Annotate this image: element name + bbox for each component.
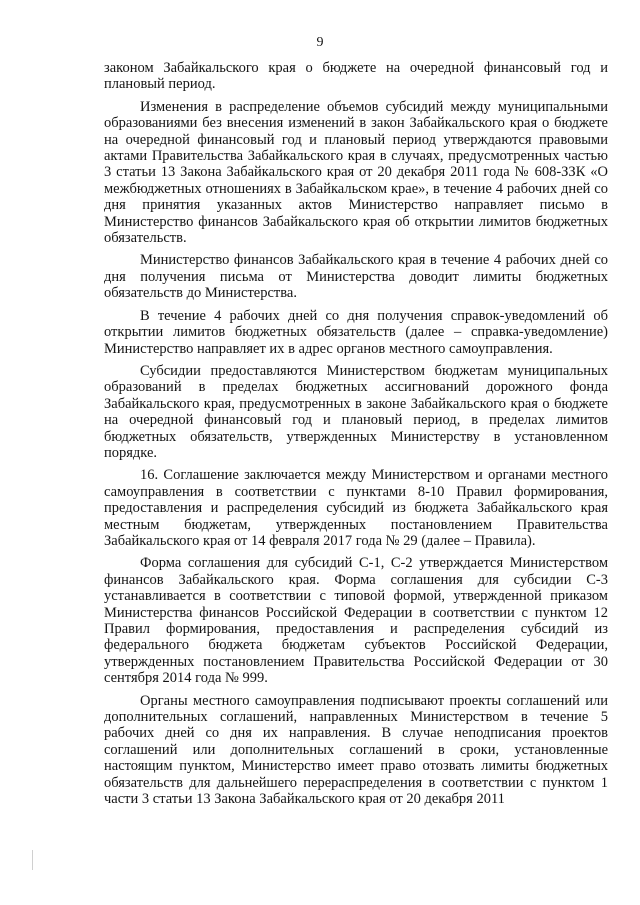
paragraph-notification-certificates: В течение 4 рабочих дней со дня получения справок-уведомлений об открытии лимитов бюджетных обязательств (далее – справка-уведомление) Министерство направляет их в адрес органов местного самоуправления.: [104, 307, 608, 357]
paragraph-finance-ministry-limits: Министерство финансов Забайкальского края в течение 4 рабочих дней со дня получения письма от Министерства доводит лимиты бюджетных обязательств до Министерства.: [104, 252, 608, 302]
paragraph-agreement-form: Форма соглашения для субсидий С-1, С-2 утверждается Министерством финансов Забайкальского края. Форма соглашения для субсидии С-3 устанавливается в соответствии с типовой формой, утвержденной приказом Министерства финансов Российской Федерации в соответствии с пунктом 12 Правил формирования, предоставления и распределения субсидий из федерального бюджета бюджетам субъектов Российской Федерации, утвержденных постановлением Правительства Российской Федерации от 30 сентября 2014 года № 999.: [104, 555, 608, 687]
paragraph-subsidy-distribution-changes: Изменения в распределение объемов субсидий между муниципальными образованиями без внесения изменений в закон Забайкальского края о бюджете на очередной финансовый год и плановый период утверждаются правовыми актами Правительства Забайкальского края в случаях, предусмотренных частью 3 статьи 13 Закона Забайкальского края от 20 декабря 2011 года № 608-ЗЗК «О межбюджетных отношениях в Забайкальском крае», в течение 4 рабочих дней со дня принятия указанных актов Министерство направляет письмо в Министерство финансов Забайкальского края об открытии лимитов бюджетных обязательств.: [104, 98, 608, 247]
scan-margin-mark: [32, 850, 33, 870]
paragraph-budget-law-end: законом Забайкальского края о бюджете на очередной финансовый год и плановый период.: [104, 60, 608, 93]
page-number: 9: [316, 35, 324, 50]
paragraph-local-government-signing: Органы местного самоуправления подписывают проекты соглашений или дополнительных соглашений, направленных Министерством в течение 5 рабочих дней со дня их направления. В случае неподписания проектов соглашений или дополнительных соглашений в сроки, установленные настоящим пунктом, Министерство имеет право отозвать лимиты бюджетных обязательств для дальнейшего перераспределения в соответствии с пунктом 1 части 3 статьи 13 Закона Забайкальского края от 20 декабря 2011: [104, 692, 608, 808]
paragraph-subsidy-provision: Субсидии предоставляются Министерством бюджетам муниципальных образований в пределах бюджетных ассигнований дорожного фонда Забайкальского края, предусмотренных в законе Забайкальского края о бюджете на очередной финансовый год и плановый период, в пределах лимитов бюджетных обязательств, утвержденных Министерству в установленном порядке.: [104, 362, 608, 461]
paragraph-agreement-16: 16. Соглашение заключается между Министерством и органами местного самоуправления в соответствии с пунктами 8-10 Правил формирования, предоставления и распределения субсидий из бюджета Забайкальского края местным бюджетам, утвержденных постановлением Правительства Забайкальского края от 14 февраля 2017 года № 29 (далее – Правила).: [104, 467, 608, 549]
document-body: [104, 60, 608, 807]
